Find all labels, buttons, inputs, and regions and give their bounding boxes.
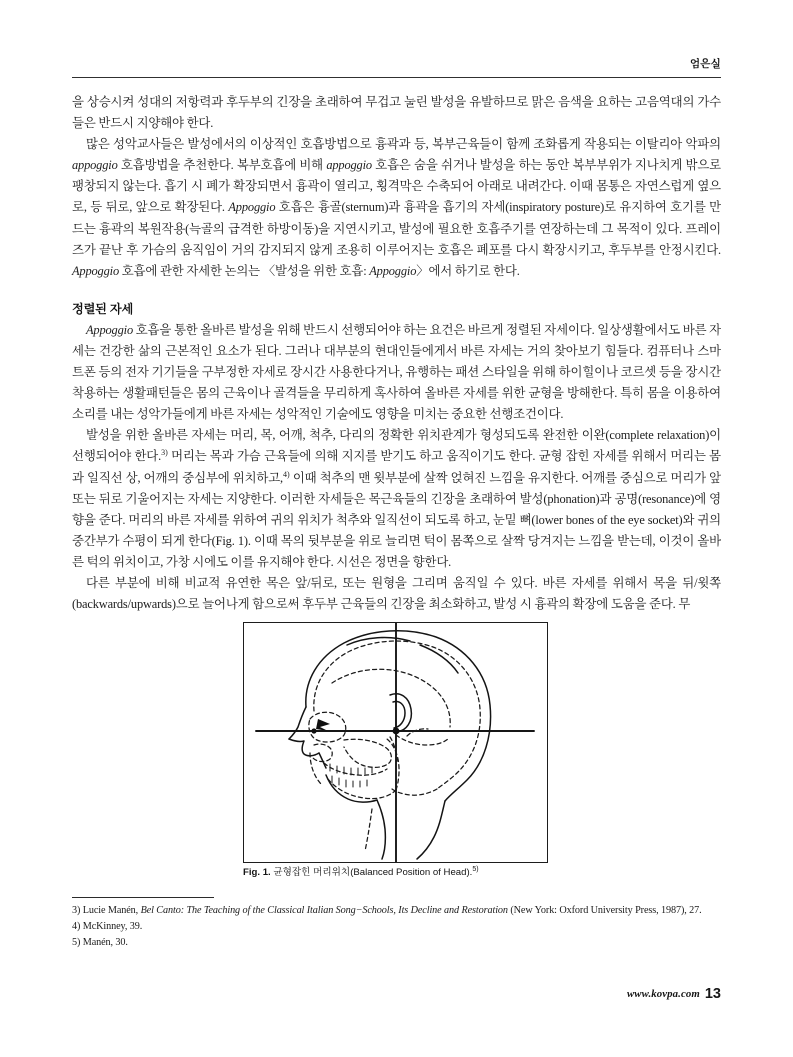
ear-reference-point: [393, 728, 400, 735]
footnote-marker-4: 4): [282, 469, 290, 479]
footnote-3-title: Bel Canto: The Teaching of the Classical Italian Song−Schools, Its Decline and Restoration: [140, 905, 508, 916]
footnote-5-marker: 5): [72, 937, 81, 949]
section-heading-aligned-posture: 정렬된 자세: [72, 301, 134, 316]
footnote-list: [72, 903, 721, 951]
figure-caption-text: 균형잡힌 머리위치(Balanced Position of Head).: [270, 867, 473, 878]
p4-seg-a: 발성을 위한 올바른 자세는 머리, 목, 어깨, 척추, 다리의 정확한 위치관계가 형성되도록 완전한 이완(complete relaxation)이 선행되어야 한다.: [72, 428, 721, 464]
paragraph-appoggio-breathing: [72, 134, 721, 282]
figure-caption-footnote-marker: 5): [472, 865, 479, 873]
p2-seg-c: 호흡은 숨을 쉬거나 발성을 하는 동안 복부부위가 지나치게 밖으로 팽창되지 않는다. 흡기 시 폐가 확장되면서 흉곽이 열리고, 횡격막은 수축되어 아래로 내려간다. 이때 몸통은 자연스럽게 옆으로, 등 뒤로, 앞으로 확장된다.: [72, 158, 721, 215]
p3-italic-appoggio: Appoggio: [86, 322, 133, 337]
footer-site-url: www.kovpa.com: [626, 988, 700, 1000]
p4-seg-c: 이때 척추의 맨 윗부분에 살짝 얹혀진 느낌을 유지한다. 어깨를 중심으로 머리가 앞 또는 뒤로 기울어지는 자세는 지양한다. 이러한 자세들은 목근육들의 긴장을 초래하여 발성(phonation)과 공명(resonance)에 영향을 준다. 머리의 바른 자세를 위하여 귀의 위치가 척추와 일직선이 되도록 하고, 눈밑 뼈(lower bones of the eye socket)와 귀의 중간부가 수평이 되게 한다(Fig. 1). 이때 목의 뒷부분을 위로 늘리면 턱이 몸쪽으로 살짝 당겨지는 느낌을 받는데, 이것이 올바른 턱의 위치이고, 가창 시에도 이를 유지해야 한다. 시선은 정면을 향한다.: [72, 470, 721, 569]
footnote-4-marker: 4): [72, 921, 81, 933]
paragraph-1-text: 을 상승시켜 성대의 저항력과 후두부의 긴장을 초래하여 무겁고 눌린 발성을 유발하므로 맑은 음색을 요하는 고음역대의 가수들은 반드시 지양해야 한다.: [72, 95, 721, 131]
page-footer: [72, 984, 721, 1002]
p2-italic-appoggio-3: Appoggio: [228, 200, 276, 215]
footnote-5-text-a: Manén, 30.: [80, 937, 128, 949]
footnote-item-3: [72, 903, 721, 919]
p2-italic-appoggio-1: appoggio: [72, 158, 118, 173]
paragraph-correct-posture-detail: [72, 425, 721, 573]
figure-1-box: [243, 622, 548, 863]
footnote-3-marker: 3): [72, 905, 81, 916]
p2-seg-f: 〉에서 하기로 한다.: [416, 263, 520, 278]
p2-seg-e: 호흡에 관한 자세한 논의는 〈발성을 위한 호흡:: [118, 263, 370, 278]
p2-seg-b: 호흡방법을 추천한다. 복부호흡에 비해: [117, 158, 327, 173]
text-column: [72, 92, 721, 615]
p2-seg-d: 호흡은 흉골(sternum)과 흉곽을 흡기의 자세(inspiratory posture)로 유지하여 호기를 만드는 흉곽의 복원작용(늑골의 급격한 하방이동)을 지연시키고, 발성에 필요한 호흡주기를 연장하는데 그 목적이 있다. 프레이즈가 끝난 후 가슴의 움직임이 거의 감지되지 않게 조용히 이루어지는 호흡은 폐포를 다시 확장시키고, 후두부를 안정시킨다.: [72, 200, 721, 257]
paragraph-neck-flexibility: [72, 573, 721, 615]
p5-seg-a: 다른 부분에 비해 비교적 유연한 목은 앞/뒤로, 또는 원형을 그리며 움직일 수 있다. 바른 자세를 위해서 목을 뒤/윗쪽(backwards/upwards)으로 늘어나게 함으로써 후두부 근육들의 긴장을 최소화하고, 발성 시 흉곽의 확장에 도움을 준다. 무: [72, 575, 721, 612]
footnote-item-4: [72, 919, 721, 935]
p2-italic-appoggio-2: appoggio: [326, 158, 372, 173]
paragraph-aligned-posture-intro: [72, 320, 721, 425]
eye-socket-reference-point: [311, 728, 316, 733]
paragraph-continuation: [72, 92, 721, 134]
figure-1-caption: [243, 866, 663, 880]
figure-caption-number: Fig. 1.: [243, 867, 271, 878]
footnote-item-5: [72, 935, 721, 951]
p4-seg-b: 머리는 목과 가슴 근육들에 의해 지지를 받기도 하고 움직이기도 한다. 균형 잡힌 자세를 위해서 머리는 몸과 일직선 상, 어깨의 중심부에 위치하고,: [72, 449, 721, 485]
skull-profile-illustration: [244, 623, 547, 862]
running-head: 엄은실: [689, 58, 721, 70]
header-rule: [72, 77, 721, 78]
p3-seg-a: 호흡을 통한 올바른 발성을 위해 반드시 선행되어야 하는 요건은 바르게 정렬된 자세이다. 일상생활에서도 바른 자세는 건강한 삶의 근본적인 요소가 된다. 그러나 대부분의 현대인들에게서 바른 자세는 거의 찾아보기 힘들다. 컴퓨터나 스마트폰 등의 전자 기기들을 구부정한 자세로 장시간 사용한다거나, 유행하는 패션 스타일을 위해 하이힐이나 코르셋 등을 장시간 착용하는 생활패턴들은 몸의 근육이나 골격들을 무리하게 혹사하여 올바른 자세를 위한 균형을 방해한다. 특히 몸을 이용하여 소리를 내는 성악가들에게 바른 자세는 성악적인 기술에도 영향을 미치는 중요한 선행조건이다.: [72, 322, 721, 422]
footer-page-number: 13: [704, 986, 721, 1002]
p2-italic-appoggio-4: Appoggio: [72, 263, 119, 278]
footnote-4-text-a: McKinney, 39.: [80, 921, 143, 933]
p2-italic-appoggio-5: Appoggio: [369, 263, 417, 278]
footnote-marker-3: 3): [161, 448, 168, 458]
footnote-3-text-a: Lucie Manén,: [80, 905, 141, 916]
footnote-separator-rule: [72, 897, 214, 898]
footnote-3-text-b: (New York: Oxford University Press, 1987), 27.: [507, 905, 702, 916]
p2-seg-a: 많은 성악교사들은 발성에서의 이상적인 호흡방법으로 흉곽과 등, 복부근육들이 함께 조화롭게 작용되는 이탈리아 악파의: [86, 137, 721, 152]
